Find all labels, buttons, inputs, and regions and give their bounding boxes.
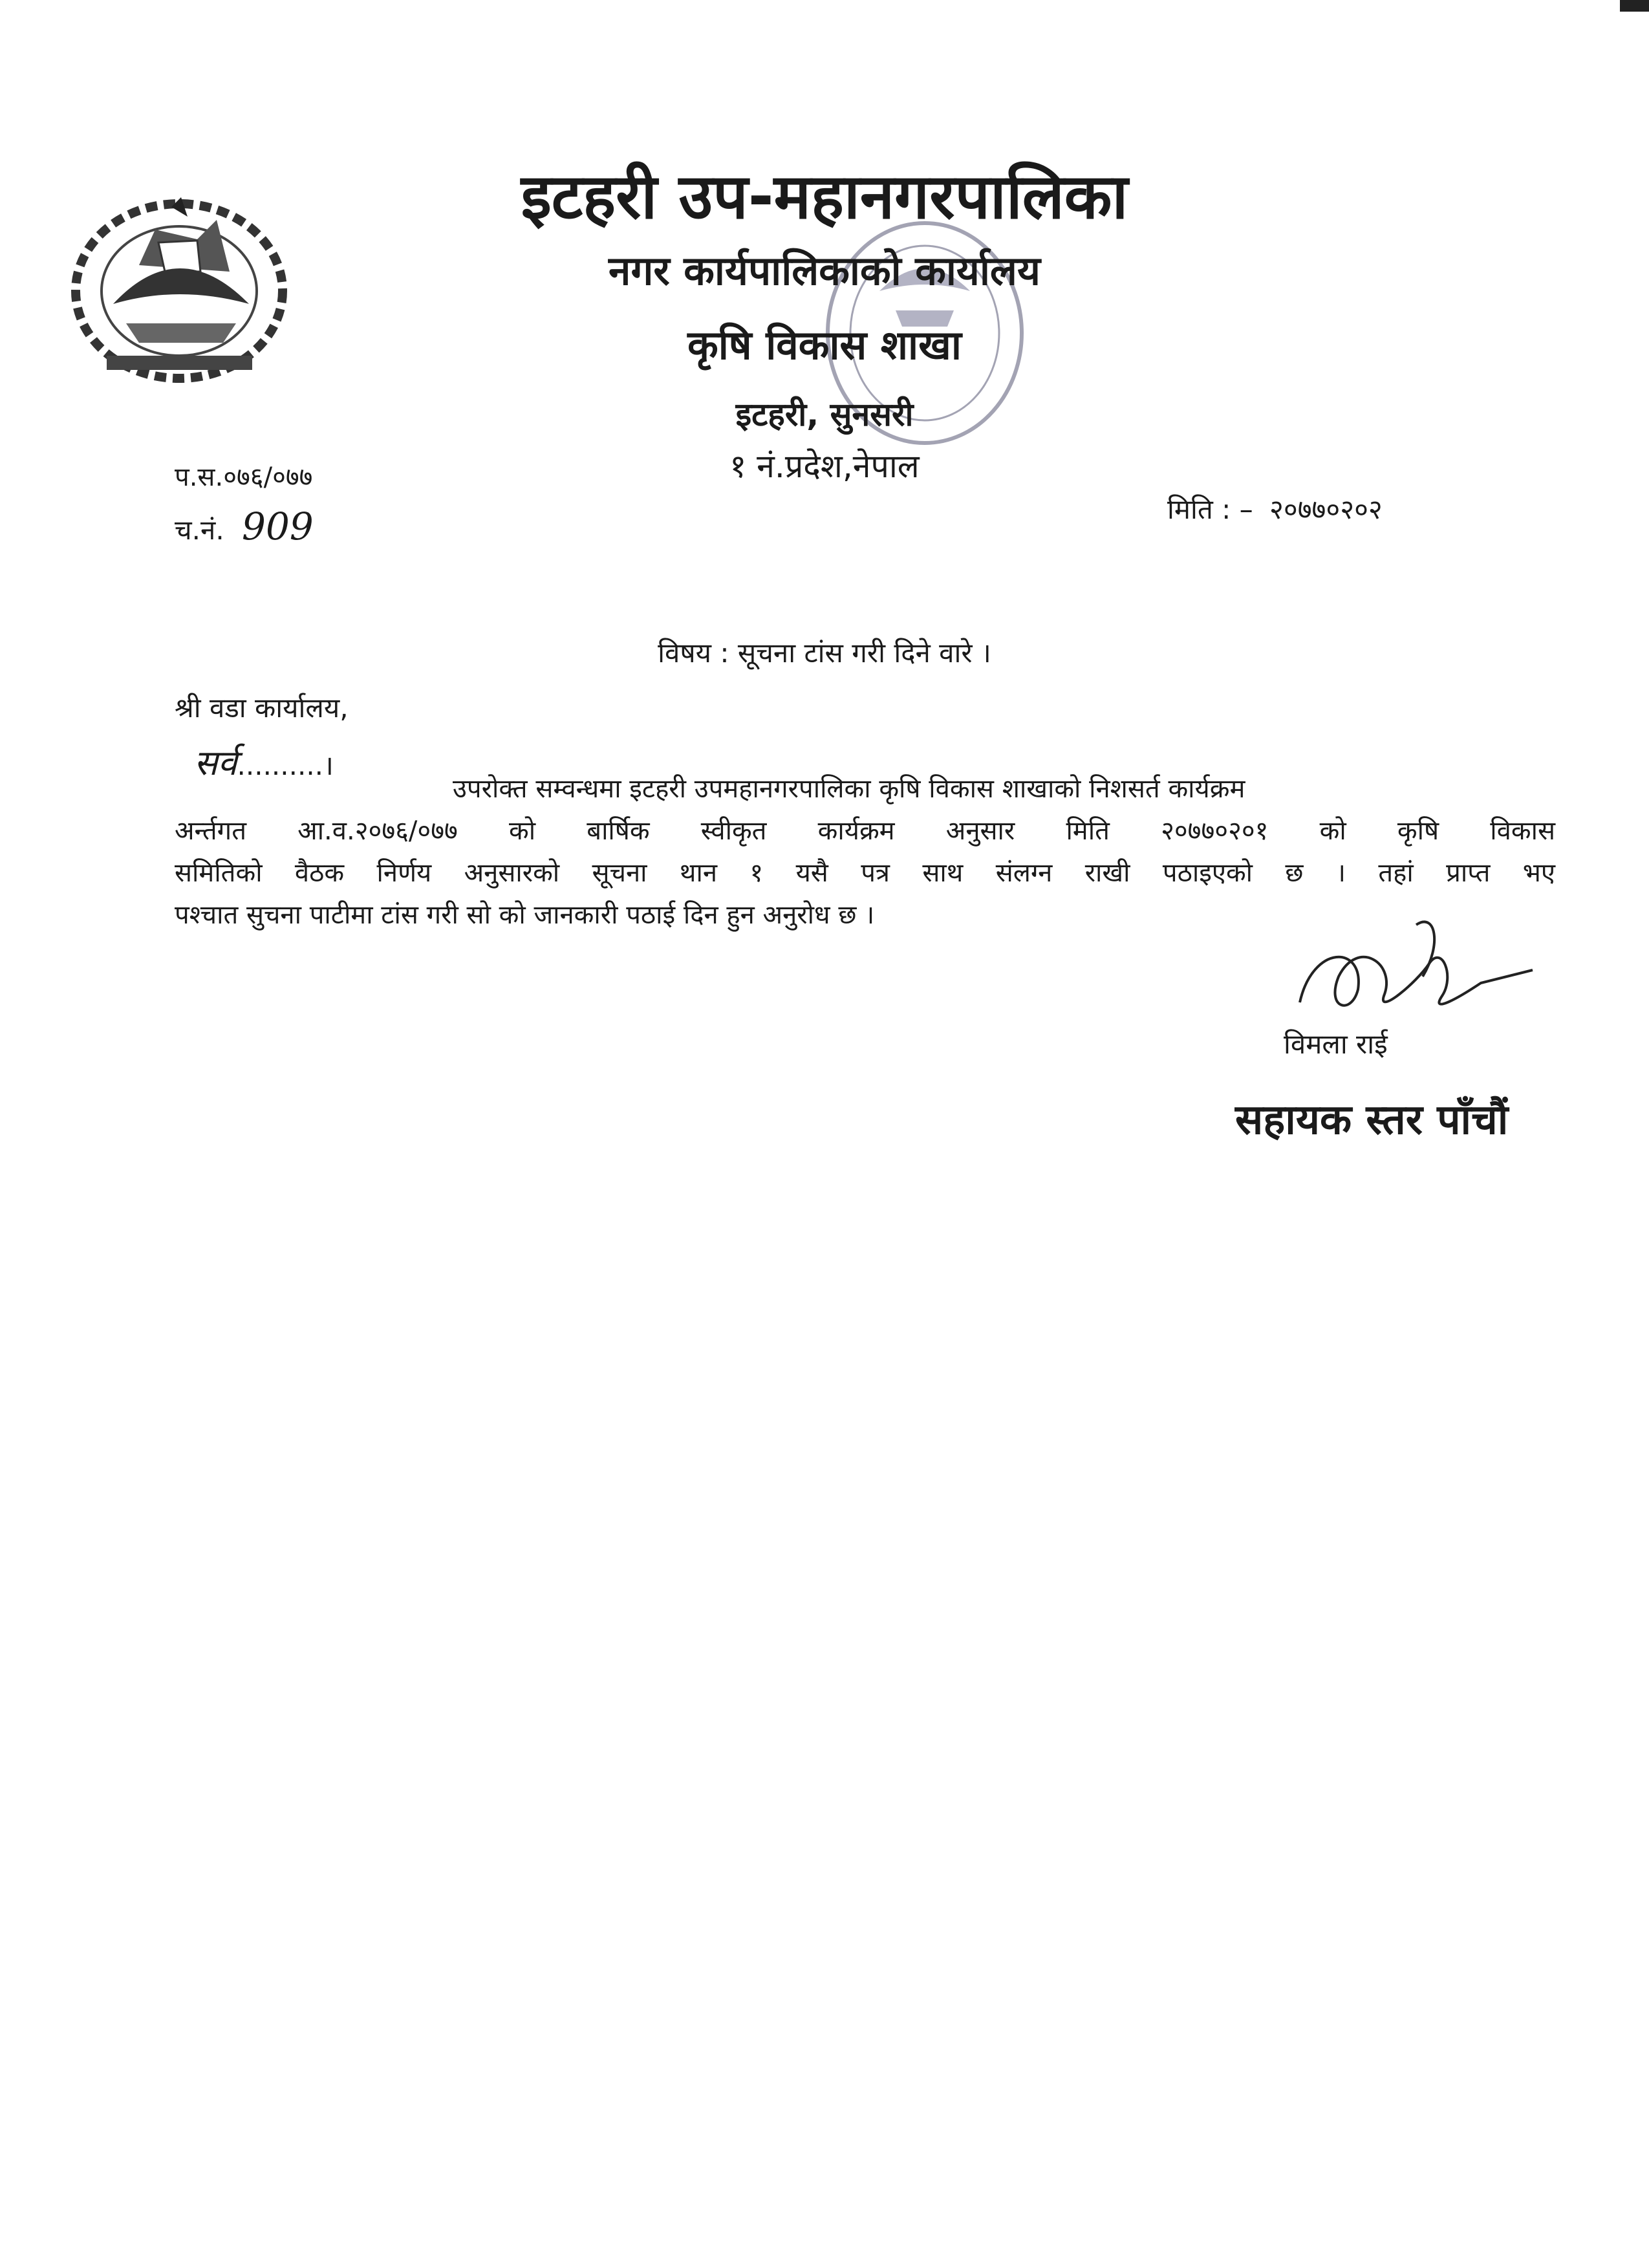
office-name: नगर कार्यपालिकाको कार्यालय [609, 247, 1040, 294]
signature-scribble [1287, 905, 1546, 1035]
date-label: मिति : – [1167, 493, 1253, 525]
body-line-1: उपरोक्त सम्वन्धमा इटहरी उपमहानगरपालिका कृषि विकास शाखाको निशसर्त कार्यक्रम [453, 774, 1245, 804]
date-value: २०७७०२०२ [1269, 493, 1383, 525]
dispatch-label: च.नं. [175, 514, 224, 546]
dispatch-number-row [175, 504, 314, 548]
subject-line: विषय : सूचना टांस गरी दिने वारे । [658, 637, 991, 669]
body-line-3: समितिको वैठक निर्णय अनुसारको सूचना थान १ यसै पत्र साथ संलग्न राखी पठाइएको छ । तहां प्राप्त भए [175, 858, 1555, 888]
recipient-line: श्री वडा कार्यालय, [175, 692, 349, 724]
body-line-2: अर्न्तगत आ.व.२०७६/०७७ को बार्षिक स्वीकृत कार्यक्रम अनुसार मिति २०७७०२०१ को कृषि विकास [175, 816, 1555, 846]
scan-corner-mark [1620, 0, 1649, 12]
recipient-ward-row [194, 737, 334, 785]
signatory-designation: सहायक स्तर पाँचौं [1235, 1096, 1509, 1144]
dispatch-number: 909 [242, 504, 314, 548]
body-line-4: पश्चात सुचना पाटीमा टांस गरी सो को जानकारी पठाई दिन हुन अनुरोध छ । [175, 900, 875, 930]
fiscal-year-ref: प.स.०७६/०७७ [175, 462, 313, 492]
date-row [1167, 490, 1383, 527]
org-name: इटहरी उप-महानगरपालिका [521, 160, 1128, 233]
signatory-name: विमला राई [1284, 1028, 1388, 1060]
branch-name: कृषि विकास शाखा [687, 321, 962, 369]
recipient-handwritten: सर्व [194, 742, 237, 783]
recipient-dots: ..........। [237, 750, 334, 781]
address-line-1: इटहरी, सुनसरी [735, 396, 914, 433]
address-line-2: १ नं.प्रदेश,नेपाल [729, 448, 920, 485]
